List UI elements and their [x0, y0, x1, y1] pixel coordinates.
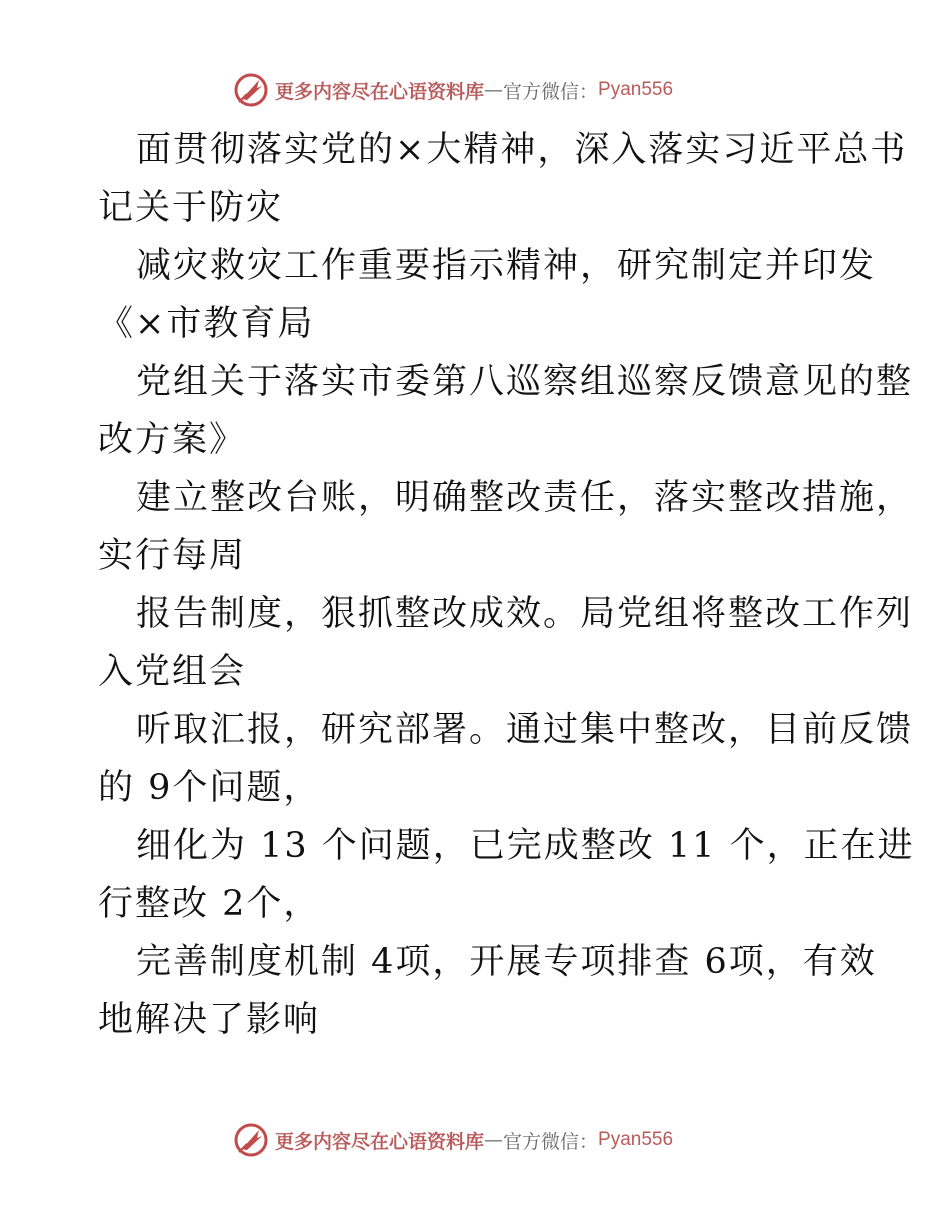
- body-line: 面贯彻落实党的×大精神，深入落实习近平总书: [136, 130, 908, 170]
- body-line: 建立整改台账，明确整改责任，落实整改措施，: [136, 478, 914, 518]
- header-banner: [0, 70, 950, 110]
- banner-wechat-id: Pyan556: [598, 1129, 674, 1150]
- body-line: 行整改 2个，: [98, 884, 321, 924]
- body-line: 的 9个问题，: [98, 768, 321, 808]
- body-line: 细化为 13 个问题，已完成整改 11 个，正在进: [136, 826, 915, 866]
- body-line: 《×市教育局: [98, 304, 315, 344]
- body-line: 完善制度机制 4项，开展专项排查 6项，有效: [136, 942, 877, 982]
- body-line: 党组关于落实市委第八巡察组巡察反馈意见的整: [136, 362, 914, 402]
- body-line: 听取汇报，研究部署。通过集中整改，目前反馈: [136, 710, 914, 750]
- body-line: 改方案》: [98, 420, 247, 460]
- body-line: 地解决了影响: [98, 1000, 321, 1040]
- banner-label: 官方微信：: [503, 80, 599, 103]
- body-line: 减灾救灾工作重要指示精神，研究制定并印发: [136, 246, 877, 286]
- feather-logo-icon: [233, 72, 269, 108]
- banner-text: 更多内容尽在心语资料库: [275, 80, 485, 103]
- banner-separator: —: [484, 1129, 504, 1151]
- banner-separator: —: [484, 79, 504, 101]
- body-line: 记关于防灾: [98, 188, 284, 228]
- footer-banner: [0, 1120, 950, 1160]
- body-line: 报告制度，狠抓整改成效。局党组将整改工作列: [136, 594, 914, 634]
- body-line: 实行每周: [98, 536, 247, 576]
- banner-label: 官方微信：: [503, 1130, 599, 1153]
- feather-logo-icon: [233, 1122, 269, 1158]
- body-line: 入党组会: [98, 652, 247, 692]
- banner-wechat-id: Pyan556: [598, 79, 674, 100]
- document-body: [98, 121, 915, 1049]
- banner-text: 更多内容尽在心语资料库: [275, 1130, 485, 1153]
